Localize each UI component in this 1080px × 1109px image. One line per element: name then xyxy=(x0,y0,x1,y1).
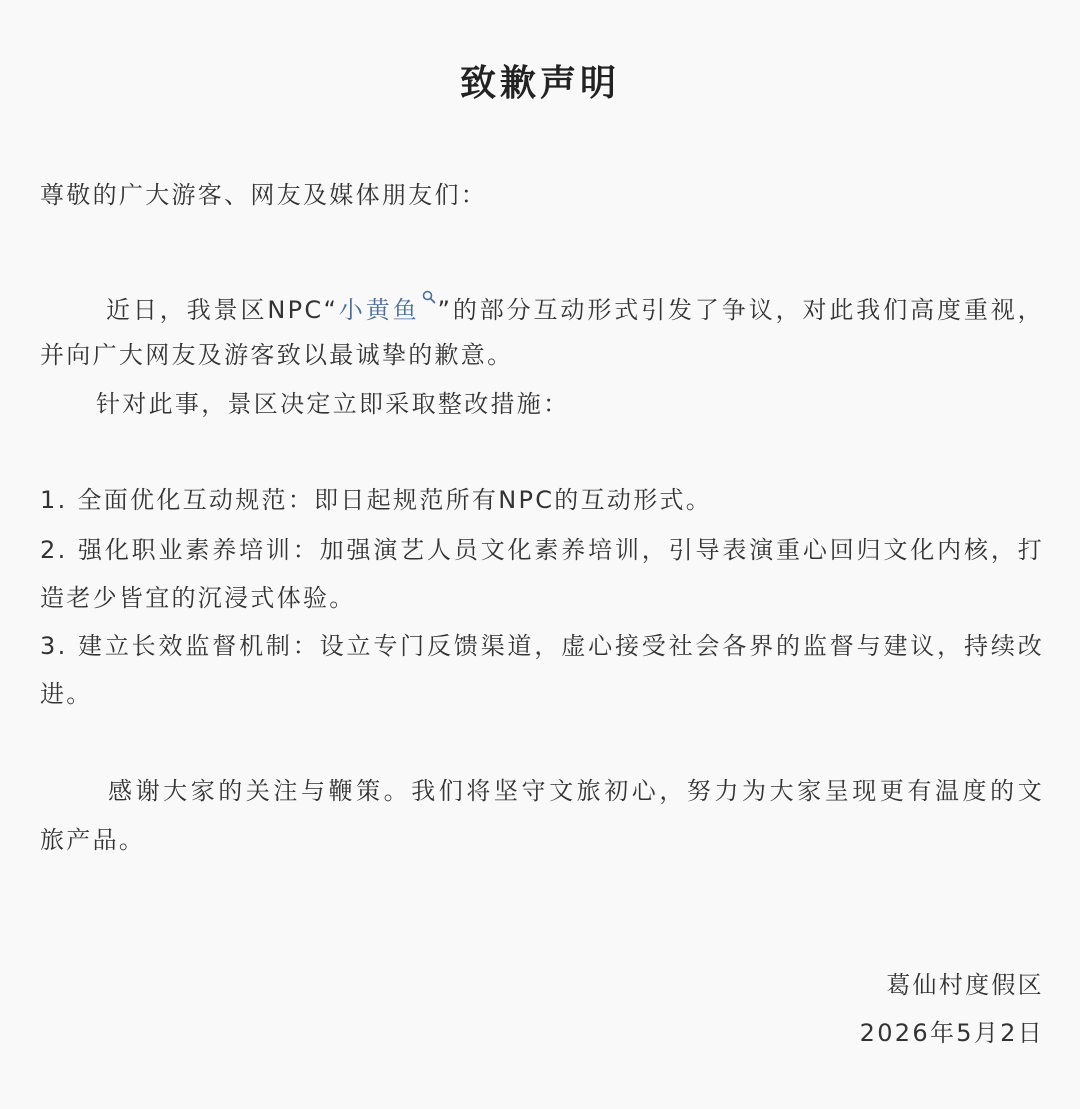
measure-item-2-line-1: 2. 强化职业素养培训：加强演艺人员文化素养培训，引导表演重心回归文化内核，打 xyxy=(40,536,1044,564)
signature-organization: 葛仙村度假区 xyxy=(886,971,1044,999)
salutation: 尊敬的广大游客、网友及媒体朋友们： xyxy=(40,181,488,209)
paragraph-intro-line-1 xyxy=(40,290,1044,327)
measure-item-3-line-2: 进。 xyxy=(40,680,93,708)
paragraph-measures-intro: 针对此事，景区决定立即采取整改措施： xyxy=(96,390,570,418)
measure-item-3-line-1: 3. 建立长效监督机制：设立专门反馈渠道，虚心接受社会各界的监督与建议，持续改 xyxy=(40,632,1044,660)
paragraph-intro-line-2: 并向广大网友及游客致以最诚挚的歉意。 xyxy=(40,341,514,369)
xiaohuangyu-link[interactable]: 小黄鱼 xyxy=(338,296,420,324)
page-title: 致歉声明 xyxy=(459,63,620,104)
closing-line-2: 旅产品。 xyxy=(40,826,146,854)
search-icon[interactable] xyxy=(422,290,436,304)
measure-item-2-line-2: 造老少皆宜的沉浸式体验。 xyxy=(40,584,356,612)
closing-line-1: 感谢大家的关注与鞭策。我们将坚守文旅初心，努力为大家呈现更有温度的文 xyxy=(108,777,1044,805)
intro-text-before: 近日，我景区NPC“ xyxy=(106,296,339,324)
intro-text-after: ”的部分互动形式引发了争议，对此我们高度重视， xyxy=(437,296,1044,324)
measure-item-1: 1. 全面优化互动规范：即日起规范所有NPC的互动形式。 xyxy=(40,486,713,514)
signature-date: 2026年5月2日 xyxy=(859,1019,1044,1047)
